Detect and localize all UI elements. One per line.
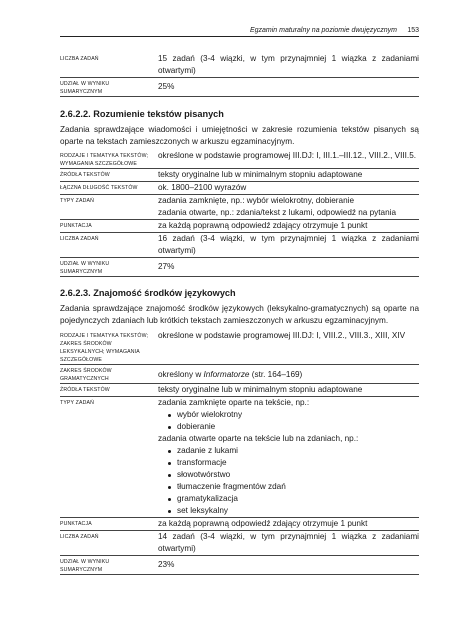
list-item: wybór wielokrotny xyxy=(158,409,419,421)
list-item: set leksykalny xyxy=(158,505,419,517)
row-value: 14 zadań (3-4 wiązki, w tym przynajmniej 1 wiązka z zadaniami otwartymi) xyxy=(152,531,419,556)
list-item: dobieranie xyxy=(158,421,419,433)
list-item: zadanie z lukami xyxy=(158,445,419,457)
table-row xyxy=(60,518,419,531)
running-header xyxy=(60,17,419,33)
row-value: za każdą poprawną odpowiedź zdający otrzymuje 1 punkt xyxy=(152,518,419,531)
row-label: LICZBA ZADAŃ xyxy=(60,56,99,62)
row-value: teksty oryginalne lub w minimalnym stopniu adaptowane xyxy=(152,384,419,397)
section-heading: 2.6.2.3. Znajomość środków językowych xyxy=(60,288,236,298)
list-item: transformacje xyxy=(158,457,419,469)
row-value: 25% xyxy=(152,78,419,97)
section-intro: Zadania sprawdzające znajomość środków językowych (leksykalno-gramatycznych) są oparte na pojedynczych zdaniach lub krótkich tekstach zamieszczonych w arkuszu egzaminacyjnym. xyxy=(60,304,419,325)
table-row xyxy=(60,53,419,78)
row-value xyxy=(152,365,419,384)
row-label: LICZBA ZADAŃ xyxy=(60,531,152,556)
row-value xyxy=(152,397,419,518)
row-value: 16 zadań (3-4 wiązki, w tym przynajmniej 1 wiązka z zadaniami otwartymi) xyxy=(152,233,419,258)
running-header-title: Egzamin maturalny na poziomie dwujęzycznym xyxy=(249,27,397,34)
section-heading: 2.6.2.2. Rozumienie tekstów pisanych xyxy=(60,109,224,119)
row-value: za każdą poprawną odpowiedź zdający otrzymuje 1 punkt xyxy=(152,220,419,233)
table-row xyxy=(60,384,419,397)
table-row xyxy=(60,531,419,556)
row-value-line: zadania zamknięte, np.: wybór wielokrotny, dobieranie xyxy=(158,196,354,205)
row-value: ok. 1800–2100 wyrazów xyxy=(152,182,419,195)
table-row xyxy=(60,182,419,195)
table-row xyxy=(60,258,419,277)
row-value: 23% xyxy=(152,556,419,575)
row-value-italic: Informatorze xyxy=(203,370,250,379)
row-value: określone w podstawie programowej III.DJ: I, III.1.–III.12., VIII.2., VIII.5. xyxy=(158,151,417,160)
task-types-open-list xyxy=(158,445,419,517)
row-label: ŁĄCZNA DŁUGOŚĆ TEKSTÓW xyxy=(60,182,152,195)
list-item: tłumaczenie fragmentów zdań xyxy=(158,481,419,493)
row-value: 15 zadań (3-4 wiązki, w tym przynajmniej 1 wiązka z zadaniami otwartymi) xyxy=(158,54,419,75)
task-types-closed-list xyxy=(158,409,419,433)
header-rule xyxy=(60,36,419,37)
table-row xyxy=(60,169,419,182)
row-label: TYPY ZADAŃ xyxy=(60,195,152,220)
list-item: gramatykalizacja xyxy=(158,493,419,505)
task-types-open-intro: zadania otwarte oparte na tekście lub na zdaniach, np.: xyxy=(158,434,359,443)
row-label: UDZIAŁ W WYNIKU SUMARYCZNYM xyxy=(60,78,152,97)
table-row xyxy=(60,78,419,97)
row-label: PUNKTACJA xyxy=(60,518,152,531)
row-label: ŹRÓDŁA TEKSTÓW xyxy=(60,169,152,182)
section-intro: Zadania sprawdzające wiadomości i umiejętności w zakresie rozumienia tekstów pisanych są oparte na tekstach zamieszczonych w arkuszu egzaminacyjnym. xyxy=(60,125,419,146)
row-value-text: (str. 164–169) xyxy=(249,370,303,379)
row-label: UDZIAŁ W WYNIKU SUMARYCZNYM xyxy=(60,258,152,277)
table-row xyxy=(60,556,419,575)
row-label: TYPY ZADAŃ xyxy=(60,397,152,518)
row-label: ZAKRES ŚRODKÓW GRAMATYCZNYCH xyxy=(60,365,152,384)
row-label: PUNKTACJA xyxy=(60,220,152,233)
row-label: ŹRÓDŁA TEKSTÓW xyxy=(60,384,152,397)
row-value xyxy=(152,195,419,220)
row-value: teksty oryginalne lub w minimalnym stopniu adaptowane xyxy=(152,169,419,182)
table-row xyxy=(60,397,419,518)
table-row xyxy=(60,195,419,220)
row-label: UDZIAŁ W WYNIKU SUMARYCZNYM xyxy=(60,556,152,575)
row-value-text: określony w xyxy=(158,370,204,379)
row-label: RODZAJE I TEMATYKA TEKSTÓW; WYMAGANIA SZCZEGÓŁOWE xyxy=(60,153,149,167)
row-value-line: zadania otwarte, np.: zdania/tekst z lukami, odpowiedź na pytania xyxy=(158,208,397,217)
table-row xyxy=(60,330,419,365)
table-row xyxy=(60,233,419,258)
row-label: LICZBA ZADAŃ xyxy=(60,233,152,258)
list-item: słowotwórstwo xyxy=(158,469,419,481)
row-value: określone w podstawie programowej III.DJ: I, VIII.2., VIII.3., XIII, XIV xyxy=(158,331,406,340)
row-value: 27% xyxy=(152,258,419,277)
language-means-table xyxy=(60,330,419,575)
table-continued xyxy=(60,53,419,97)
page-number: 153 xyxy=(407,27,419,34)
row-label: RODZAJE I TEMATYKA TEKSTÓW; ZAKRES ŚRODKÓW LEKSYKALNYCH; WYMAGANIA SZCZEGÓŁOWE xyxy=(60,333,149,363)
table-row xyxy=(60,365,419,384)
table-row xyxy=(60,220,419,233)
table-row xyxy=(60,150,419,169)
reading-table xyxy=(60,150,419,277)
task-types-closed-intro: zadania zamknięte oparte na tekście, np.: xyxy=(158,398,310,407)
